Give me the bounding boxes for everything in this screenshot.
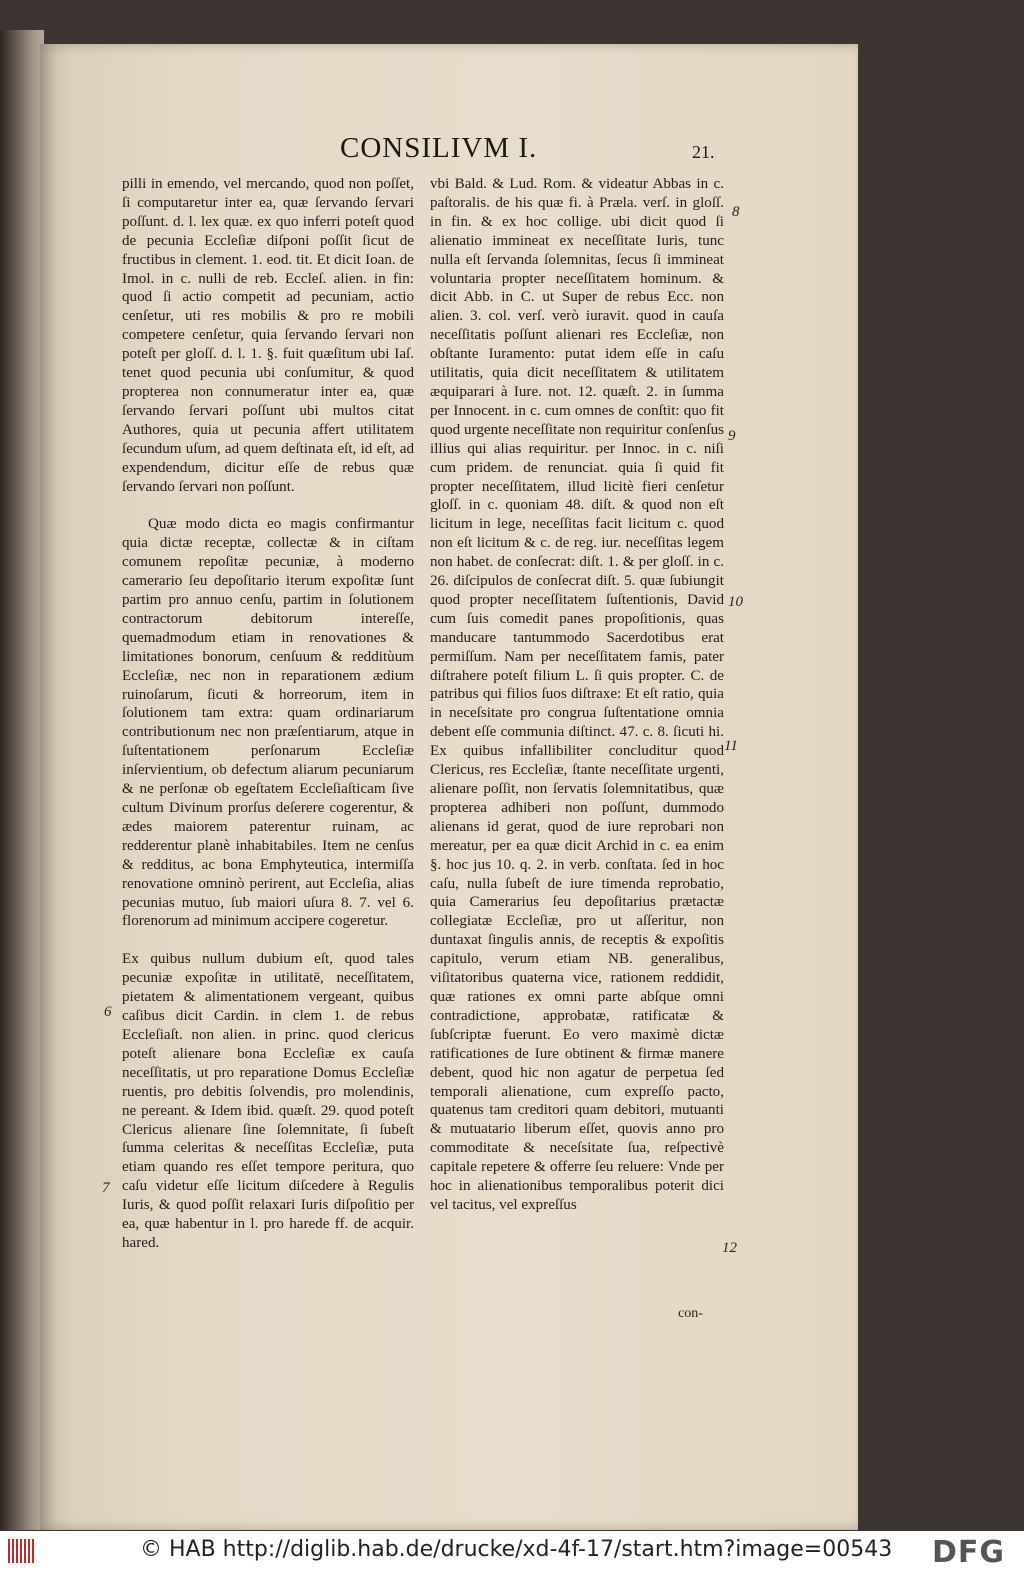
footer-bar: [0, 1531, 1024, 1572]
left-column: [122, 175, 414, 1253]
margin-number-11: 11: [724, 738, 738, 754]
right-column: [430, 175, 724, 1215]
left-paragraph-1: pilli in emendo, vel mercando, quod non poſſet, ſi computaretur inter ea, quæ ſervando ſervari poſſunt. d. l. lex quæ. ex quo inferri poteſt quod de pecunia Eccleſiæ diſponi poſſit ſicut de fructibus in clement. 1. eod. tit. Et dicit Ioan. de Imol. in c. nulli de reb. Eccleſ. alien. in fin: quod ſi actio competit ad pecuniam, actio cenſetur, uti res mobilis & pro re mobili competere cenſetur, quia ſervando ſervari non poteſt per gloſſ. d. l. 1. §. fuit quæſitum ubi Iaſ. tenet quod pecunia ubi conſumitur, & quod propterea non connumeratur inter ea, quæ ſervando ſervari poſſunt ubi multos citat Authores, quia ut pecunia affert utilitatem ſecundum uſum, ad quem deſtinata eſt, id eſt, ad expendendum, dicitur eſſe de rebus quæ ſervando ſervari non poſſunt.: [122, 176, 414, 495]
right-paragraph-1: vbi Bald. & Lud. Rom. & videatur Abbas in c. paſtoralis. de his quæ fi. à Præla. verſ. in gloſſ. in fin. & ex hoc collige. ubi dicit quod ſi alienatio immineat ex neceſſitate Iuris, tunc nulla eſt ſervanda ſolemnitas, ſecus ſi immineat voluntaria propter neceſſitatem hominum. & dicit Abb. in C. ut Super de rebus Ecc. non alien. 3. col. verſ. verò iuravit. quod in cauſa neceſſitatis poſſunt alienari res Eccleſiæ, non obſtante Iuramento: putat idem eſſe in caſu utilitatis, quia dicit neceſſitatem & utilitatem æquiparari à Iure. not. 12. quæſt. 2. in ſumma per Innocent. in c. cum omnes de conſtit: quo fit quod urgente neceſſitate non requiritur conſenſus illius qui alias requiritur. per Innoc. in c. niſi cum pridem. de renunciat. quia ſi quid fit propter neceſſitatem, illud licitè fieri cenſetur gloſſ. in c. quoniam 48. diſt. & quod non eſt licitum in lege, neceſſitas facit licitum c. quod non eſt licitum & c. de reg. iur. neceſſitas legem non habet. de conſecrat: diſt. 1. & per gloſſ. in c. 26. diſcipulos de conſecrat diſt. 5. quæ ſubiungit quod propter neceſſitatem ſuſtentionis, David cum ſuis comedit panes propoſitionis, quas manducare tantummodo Sacerdotibus erat permiſſum. Nam per neceſſitatem famis, pater diſtrahere poteſt filium L. ſi quis propter. C. de patribus qui filios ſuos diſtraxe: Et eſt ratio, quia in neceſsitate pro congrua ſuſtentatione omnia debent eſſe communia diſtinct. 47. c. 8. ſicuti hi. Ex quibus infallibiliter concluditur quod Clericus, res Eccleſiæ, ſtante neceſſitate urgenti, alienare poſſit, non ſervatis ſolemnitatibus, quæ propterea adhiberi non poſſunt, dummodo alienans id gerat, quod de iure reprobari non mereatur, per ea quæ dicit Archid in c. ea enim §. hoc jus 10. q. 2. in verb. conſtata. ſed in hoc caſu, nulla ſubeſt de iure timenda reprobatio, quia Camerarius ſeu depoſitarius prætactæ collegiatæ Eccleſiæ, pro ut aſſeritur, non duntaxat ſingulis annis, de receptis & expoſitis capitulo, verum etiam NB. generalibus, viſitatoribus quaterna vice, rationem reddidit, quæ rationes ex omni parte abſque omni contradictione, approbatæ, ratificatæ & ſubſcriptæ fuerunt. Eo vero maximè dictæ ratificationes de Iure obtinent & firmæ manere debent, quod hic non agatur de perpetua ſed temporali alienatione, cum expreſſo pacto, quatenus tam creditori quam debitori, mutuanti & mutuatario liberum eſſet, quovis anno pro commoditate & neceſsitate ſua, reſpectivè capitale repetere & offerre ſeu reluere: Vnde per hoc in alienationibus temporalibus poterit dici vel tacitus, vel expreſſus: [430, 176, 724, 1213]
footer-url-link[interactable]: © HAB http://diglib.hab.de/drucke/xd-4f-17/start.htm?image=00543: [140, 1537, 893, 1562]
margin-number-12: 12: [722, 1240, 737, 1256]
barcode-icon: [8, 1539, 36, 1563]
margin-number-6: 6: [104, 1004, 112, 1020]
folio-number: 21.: [692, 142, 715, 162]
catchword: con-: [678, 1306, 703, 1321]
margin-number-8: 8: [732, 204, 740, 220]
margin-number-9: 9: [728, 428, 736, 444]
left-paragraph-2: Quæ modo dicta eo magis confirmantur quia dictæ receptæ, collectæ & in ciſtam comunem repoſitæ pecuniæ, à moderno camerario ſeu depoſitario iterum expoſitæ ſunt partim pro annuo cenſu, partim in ſolutionem contractorum debitorum intereſſe, quemadmodum etiam in renovationes & limitationes bonorum, cenſuum & redditùum Eccleſiæ, nec non in reparationem ædium ruinoſarum, ſicuti & horreorum, item in ſolutionem tam extra: quam ordinariarum contributionum nec non præſentiarum, atque in ſuſtentationem perſonarum Eccleſiæ inſervientium, ob defectum aliarum pecuniarum & ne perſonæ ob egeſtatem Eccleſiaſticam ſive cultum Divinum prorſus deſerere cogerentur, & ædes maiorem paterentur ruinam, ac redderentur planè inhabitabiles. Item ne cenſus & redditus, ac bona Emphyteutica, intermiſſa renovatione omninò perirent, aut Eccleſia, alias pecunias mutuo, ſub maiori uſura 8. 7. vel 6. florenorum ad minimum accipere cogeretur.: [122, 516, 414, 930]
left-paragraph-3: Ex quibus nullum dubium eſt, quod tales pecuniæ expoſitæ in utilitatē, neceſſitatem, pietatem & alimentationem vergeant, quibus caſibus dicit Cardin. in clem 1. de rebus Eccleſiaſt. non alien. in princ. quod clericus poteſt alienare bona Eccleſiæ ex cauſa neceſſitatis, ut pro reparatione Domus Eccleſiæ ruentis, pro debitis ſolvendis, pro molendinis, ne pereant. & Idem ibid. quæſt. 29. quod poteſt Clericus alienare ſine ſolemnitate, ſi ſubeſt ſumma celeritas & neceſſitas Eccleſiæ, puta etiam quando res eſſet tempore peritura, quo caſu videtur eſſe licitum diſcedere à Regulis Iuris, & quod poſſit relaxari Iuris diſpoſitio per ea, quæ habentur in l. pro harede ff. de acquir. hared.: [122, 951, 414, 1251]
margin-number-10: 10: [728, 594, 743, 610]
book-spine-edge: [0, 30, 44, 1530]
running-head: CONSILIVM I.: [340, 132, 538, 164]
dfg-logo: DFG: [932, 1535, 1006, 1570]
margin-number-7: 7: [102, 1180, 110, 1196]
